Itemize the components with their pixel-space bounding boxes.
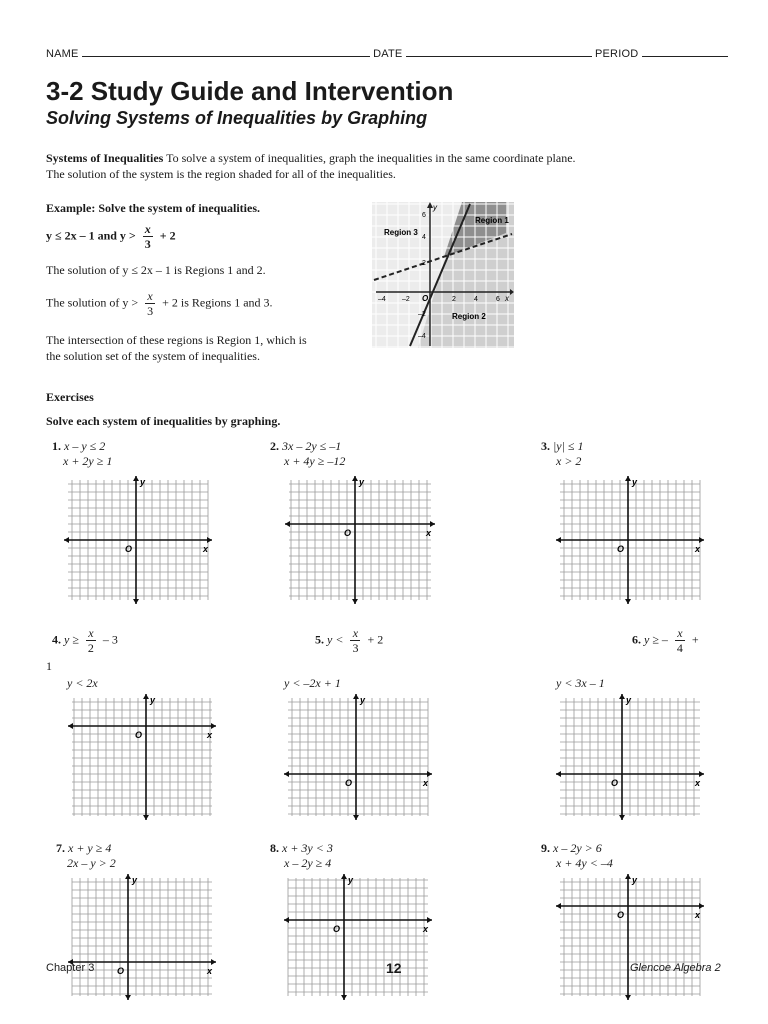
example-system-a: y ≤ 2x – 1 and y > [46, 228, 136, 243]
problem-number: 5. [315, 632, 324, 647]
grid-problem-8[interactable] [284, 874, 432, 1000]
x-arrow-right-icon [699, 537, 704, 543]
header-fields [46, 46, 728, 60]
fraction-numerator: x [352, 626, 359, 640]
example-solution-2-fraction [145, 289, 155, 318]
exercises-heading: Exercises [46, 390, 94, 404]
y-arrow-down-icon [625, 995, 631, 1000]
problem-fraction [86, 626, 96, 655]
grid-origin-label: O [617, 910, 625, 920]
x-arrow-left-icon [284, 771, 289, 777]
grid-y-label: y [632, 875, 638, 885]
x-tick-label: –4 [378, 296, 386, 303]
x-arrow-left-icon [284, 917, 289, 923]
x-arrow-left-icon [556, 537, 561, 543]
grid-y-label: y [359, 477, 365, 487]
y-arrow-up-icon [352, 476, 358, 481]
grid-x-label: x [207, 966, 213, 976]
y-arrow-up-icon [625, 476, 631, 481]
problem-line1: x – 2y > 6 [553, 841, 602, 855]
intro-term: Systems of Inequalities [46, 151, 164, 165]
grid-origin-label: O [117, 966, 125, 976]
problem-line1-a: y ≥ – [644, 632, 668, 647]
problem-6-wrap: 1 [46, 659, 52, 673]
intro-line2: The solution of the system is the region shaded for all of the inequalities. [46, 167, 396, 181]
example-system [46, 222, 176, 251]
problem-7 [56, 841, 116, 871]
footer-book: Glencoe Algebra 2 [630, 962, 721, 974]
name-label: NAME [46, 48, 79, 60]
problem-number: 8. [270, 841, 279, 855]
date-field[interactable] [406, 46, 592, 57]
x-tick-label: 4 [474, 296, 478, 303]
problem-number: 7. [56, 841, 65, 855]
fraction-denominator: 2 [87, 641, 94, 655]
grid-y-label: y [360, 695, 366, 705]
x-arrow-right-icon [427, 917, 432, 923]
period-label: PERIOD [594, 48, 639, 60]
region-3-label: Region 3 [384, 228, 418, 237]
y-tick-label: 4 [422, 234, 426, 241]
y-arrow-up-icon [625, 874, 631, 879]
grid-y-label: y [348, 875, 354, 885]
grid-x-label: x [695, 778, 701, 788]
fraction-numerator: x [144, 222, 151, 236]
x-arrow-right-icon [211, 723, 216, 729]
problem-3 [541, 439, 584, 469]
problem-line1: 3x – 2y ≤ –1 [282, 439, 342, 453]
example-y-label: y [433, 203, 437, 212]
problem-1 [52, 439, 112, 469]
region-2-label: Region 2 [452, 312, 486, 321]
grid-problem-9[interactable] [556, 874, 704, 1000]
grid-x-label: x [695, 910, 701, 920]
y-arrow-down-icon [341, 995, 347, 1000]
y-tick-label: 6 [422, 212, 426, 219]
x-arrow-right-icon [207, 537, 212, 543]
x-arrow-right-icon [430, 521, 435, 527]
example-graph [372, 202, 514, 348]
x-arrow-right-icon [699, 771, 704, 777]
grid-y-label: y [132, 875, 138, 885]
problem-6 [632, 626, 699, 655]
grid-origin-label: O [345, 778, 353, 788]
grid-x-label: x [207, 730, 213, 740]
y-arrow-up-icon [619, 694, 625, 699]
problem-5-line2: y < –2x + 1 [284, 676, 341, 690]
x-arrow-left-icon [556, 903, 561, 909]
intro-paragraph [46, 150, 726, 182]
y-arrow-down-icon [619, 815, 625, 820]
grid-y-label: y [140, 477, 146, 487]
problem-line2: x + 2y ≥ 1 [63, 454, 113, 468]
exercises-instructions: Solve each system of inequalities by graphing. [46, 414, 281, 428]
grid-x-label: x [423, 778, 429, 788]
problem-number: 3. [541, 439, 550, 453]
y-arrow-up-icon [133, 476, 139, 481]
x-arrow-right-icon [211, 959, 216, 965]
problem-line1-b: + 2 [367, 632, 384, 647]
y-arrow-down-icon [125, 995, 131, 1000]
problem-line1-a: y < [327, 632, 344, 647]
problem-line2: 2x – y > 2 [67, 856, 116, 870]
x-arrow-left-icon [68, 723, 73, 729]
example-intersection-line2: the solution set of the system of inequalities. [46, 349, 260, 363]
example-solution-2-a: The solution of y > [46, 295, 139, 310]
grid-y-label: y [632, 477, 638, 487]
fraction-numerator: x [677, 626, 683, 640]
page-subtitle: Solving Systems of Inequalities by Graphing [46, 108, 428, 128]
example-solution-2 [46, 289, 273, 318]
problem-4 [52, 626, 118, 655]
example-intersection-line1: The intersection of these regions is Region 1, which is [46, 333, 307, 347]
problem-line1: x – y ≤ 2 [64, 439, 106, 453]
y-arrow-down-icon [133, 599, 139, 604]
problem-line2: x – 2y ≥ 4 [284, 856, 332, 870]
y-arrow-up-icon [143, 694, 149, 699]
example-solution-2-b: + 2 is Regions 1 and 3. [162, 295, 273, 310]
grid-x-label: x [203, 544, 209, 554]
example-title: Example: Solve the system of inequalities. [46, 201, 260, 215]
y-arrow-down-icon [353, 815, 359, 820]
problem-4-line2: y < 2x [67, 676, 98, 690]
x-arrow-left-icon [285, 521, 290, 527]
problem-fraction [350, 626, 360, 655]
problem-number: 4. [52, 632, 61, 647]
y-tick-label: 2 [422, 260, 426, 267]
y-arrow-up-icon [125, 874, 131, 879]
intro-line1: To solve a system of inequalities, graph the inequalities in the same coordinate plane. [166, 151, 576, 165]
y-arrow-down-icon [143, 815, 149, 820]
example-x-label: x [505, 294, 509, 303]
y-arrow-up-icon [353, 694, 359, 699]
x-tick-label: 6 [496, 296, 500, 303]
y-arrow-down-icon [625, 599, 631, 604]
problem-number: 9. [541, 841, 550, 855]
problem-line1: x + 3y < 3 [282, 841, 333, 855]
name-field[interactable] [82, 46, 370, 57]
problem-line2: x + 4y < –4 [556, 856, 613, 870]
example-origin-label: O [422, 294, 429, 303]
grid-x-label: x [426, 528, 432, 538]
problem-6-line2: y < 3x – 1 [556, 676, 605, 690]
grid-problem-3[interactable] [556, 476, 704, 604]
y-arrow-up-icon [341, 874, 347, 879]
y-tick-label: –2 [418, 311, 426, 318]
grid-origin-label: O [344, 528, 352, 538]
fraction-numerator: x [88, 626, 94, 640]
grid-problem-1[interactable] [64, 476, 212, 604]
grid-origin-label: O [617, 544, 625, 554]
grid-problem-5[interactable] [284, 694, 432, 820]
problem-line2: x + 4y ≥ –12 [284, 454, 346, 468]
problem-fraction [675, 626, 685, 655]
problem-line1-b: + [691, 632, 699, 647]
grid-origin-label: O [333, 924, 341, 934]
problem-number: 6. [632, 632, 641, 647]
y-arrow-down-icon [352, 599, 358, 604]
grid-origin-label: O [135, 730, 143, 740]
grid-y-label: y [626, 695, 632, 705]
grid-x-label: x [695, 544, 701, 554]
fraction-denominator: 3 [352, 641, 359, 655]
date-label: DATE [373, 48, 403, 60]
problem-line2: x > 2 [556, 454, 582, 468]
grid-x-label: x [423, 924, 429, 934]
grid-origin-label: O [611, 778, 619, 788]
example-intersection [46, 332, 307, 364]
problem-line1-a: y ≥ [64, 632, 79, 647]
page-title: 3-2 Study Guide and Intervention [46, 76, 454, 106]
x-tick-label: 2 [452, 296, 456, 303]
fraction-denominator: 3 [147, 304, 154, 318]
example-system-fraction [143, 222, 153, 251]
x-arrow-left-icon [556, 771, 561, 777]
problem-number: 2. [270, 439, 279, 453]
problem-9 [541, 841, 613, 871]
problem-line1-b: – 3 [102, 632, 118, 647]
problem-2 [270, 439, 345, 469]
grid-problem-2[interactable] [285, 476, 435, 604]
grid-problem-4[interactable] [68, 694, 216, 820]
footer-chapter: Chapter 3 [46, 962, 95, 974]
grid-problem-6[interactable] [556, 694, 704, 820]
problem-line1: |y| ≤ 1 [553, 439, 584, 453]
x-arrow-right-icon [699, 903, 704, 909]
fraction-denominator: 3 [144, 237, 151, 251]
fraction-denominator: 4 [676, 641, 683, 655]
region-1-label: Region 1 [475, 216, 509, 225]
problem-5 [315, 626, 383, 655]
example-solution-1: The solution of y ≤ 2x – 1 is Regions 1 and 2. [46, 263, 266, 277]
period-field[interactable] [642, 46, 728, 57]
problem-number: 1. [52, 439, 61, 453]
x-tick-label: –2 [402, 296, 410, 303]
fraction-numerator: x [147, 289, 153, 303]
y-tick-label: –4 [418, 333, 426, 340]
x-arrow-right-icon [427, 771, 432, 777]
footer-page-number: 12 [386, 960, 402, 976]
x-arrow-left-icon [64, 537, 69, 543]
problem-line1: x + y ≥ 4 [68, 841, 112, 855]
grid-origin-label: O [125, 544, 133, 554]
grid-y-label: y [150, 695, 156, 705]
example-system-b: + 2 [159, 228, 176, 243]
grid-problem-7[interactable] [68, 874, 216, 1000]
problem-8 [270, 841, 333, 871]
